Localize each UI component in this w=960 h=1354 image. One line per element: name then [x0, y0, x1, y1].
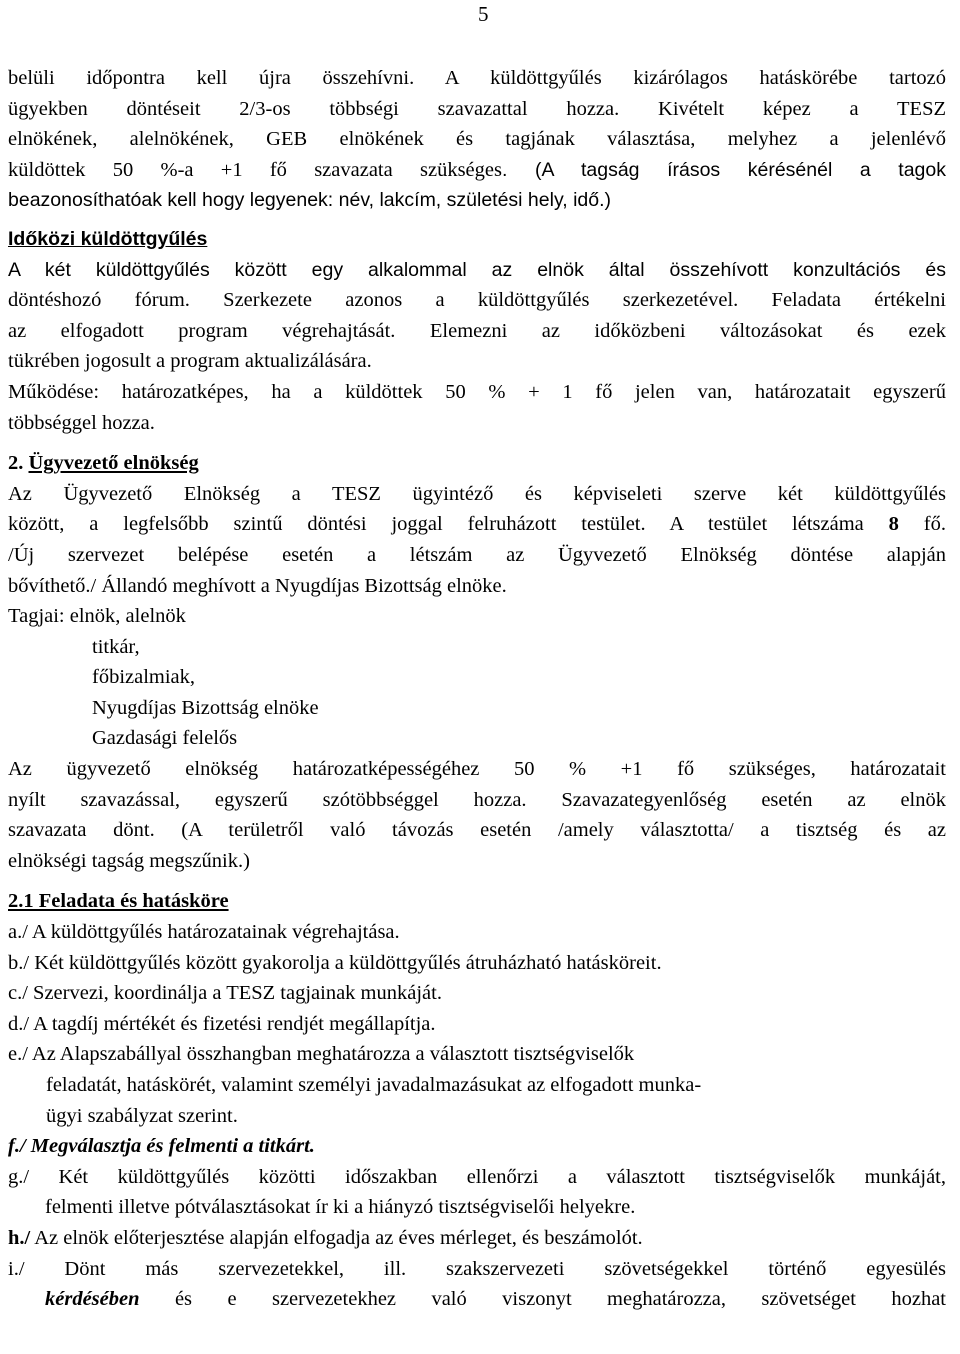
section-number: 2. — [8, 452, 29, 475]
text-line: tükrében jogosult a program aktualizálására. — [8, 350, 372, 373]
text-span: fő. — [898, 513, 946, 536]
list-item-continuation: feladatát, hatáskörét, valamint személyi javadalmazásukat az elfogadott munka- — [46, 1074, 702, 1096]
text-line: ügyekben döntéseit 2/3-os többségi szavazattal hozza. Kivételt képez a TESZ — [8, 97, 946, 120]
section-heading — [8, 448, 946, 479]
text-line: Működése: határozatképes, ha a küldöttek 50 % + 1 fő jelen van, határozatait egyszerű — [8, 380, 946, 403]
text-line: Az ügyvezető elnökség határozatképességéhez 50 % +1 fő szükséges, határozatait — [8, 758, 946, 781]
list-item: c./ Szervezi, koordinálja a TESZ tagjainak munkáját. — [8, 982, 442, 1005]
members-label: Tagjai: elnök, alelnök — [8, 605, 186, 628]
list-marker: h./ — [8, 1226, 31, 1249]
list-item-continuation: ügyi szabályzat szerint. — [46, 1104, 238, 1127]
text-span: és e szervezetekhez való viszonyt meghatározza, szövetséget hozhat — [139, 1288, 946, 1311]
executive-board-section — [8, 448, 946, 876]
member-count: 8 — [888, 513, 899, 536]
text-line: Az Ügyvezető Elnökség a TESZ ügyintéző és képviseleti szerve két küldöttgyűlés — [8, 482, 946, 505]
text-span: Az elnök előterjesztése alapján elfogadja az éves mérleget, és beszámolót. — [30, 1226, 643, 1249]
list-item: e./ Az Alapszabállyal összhangban meghatározza a választott tisztségviselők — [8, 1043, 635, 1066]
text-line: elnökségi tagság megszűnik.) — [8, 849, 250, 872]
text-span: között, a legfelsőbb szintű döntési joggal felruházott testület. A testület létszáma — [8, 513, 889, 536]
interim-assembly-section — [8, 224, 946, 438]
member-item: Gazdasági felelős — [92, 727, 238, 750]
section-heading: Időközi küldöttgyűlés — [8, 227, 208, 250]
list-item: i./ Dönt más szervezetekkel, ill. szakszervezeti szövetségekkel történő egyesülés — [8, 1257, 946, 1280]
section-heading: 2.1 Feladata és hatásköre — [8, 890, 229, 913]
text-line: bővíthető./ Állandó meghívott a Nyugdíjas Bizottság elnöke. — [8, 574, 507, 597]
text-line: elnökének, alelnökének, GEB elnökének és tagjának választása, melyhez a jelenlévő — [8, 128, 946, 151]
list-item: f./ Megválasztja és felmenti a titkárt. — [8, 1135, 315, 1158]
text-line: az elfogadott program végrehajtását. Elemezni az időközbeni változásokat és ezek — [8, 319, 946, 342]
text-line: A két küldöttgyűlés között egy alkalommal az elnök által összehívott konzultációs és — [8, 258, 946, 281]
list-item: b./ Két küldöttgyűlés között gyakorolja a küldöttgyűlés átruházható hatásköreit. — [8, 951, 662, 974]
text-line: döntéshozó fórum. Szerkezete azonos a küldöttgyűlés szerkezetével. Feladata értékelni — [8, 289, 946, 312]
text-span: küldöttek 50 %-a +1 fő szavazata szükséges — [8, 158, 502, 181]
list-item: d./ A tagdíj mértékét és fizetési rendjét megállapítja. — [8, 1012, 436, 1035]
list-item — [8, 1223, 946, 1254]
text-line — [8, 155, 946, 186]
text-line: beazonosíthatóak kell hogy legyenek: név, lakcím, születési hely, idő.) — [8, 189, 612, 212]
text-line: szavazata dönt. (A területről való távozás esetén /amely választotta/ a tisztség és az — [8, 819, 946, 842]
list-item: g./ Két küldöttgyűlés közötti időszakban ellenőrzi a választott tisztségviselők munkáját, — [8, 1165, 946, 1188]
emphasized-text: kérdésében — [45, 1288, 140, 1311]
text-line: belüli időpontra kell újra összehívni. A küldöttgyűlés kizárólagos hatáskörébe tartozó — [8, 67, 946, 89]
text-line: nyílt szavazással, egyszerű szótöbbséggel hozza. Szavazategyenlőség esetén az elnök — [8, 788, 946, 811]
member-item: Nyugdíjas Bizottság elnöke — [92, 696, 319, 719]
member-item: titkár, — [92, 635, 140, 658]
tasks-section — [8, 886, 946, 1314]
intro-paragraph — [8, 63, 946, 216]
list-item: a./ A küldöttgyűlés határozatainak végrehajtása. — [8, 921, 400, 944]
list-item-continuation — [8, 1284, 946, 1315]
text-line: többséggel hozza. — [8, 411, 155, 434]
document-body — [8, 63, 946, 1315]
member-item: főbizalmiak, — [92, 666, 196, 689]
section-title: Ügyvezető elnökség — [28, 452, 199, 475]
text-line — [8, 509, 946, 540]
list-item-continuation: felmenti illetve pótválasztásokat ír ki a hiányzó tisztségviselői helyekre. — [45, 1196, 636, 1219]
page-number: 5 — [478, 2, 489, 26]
text-span: . (A tagság írásos kérésénél a tagok — [501, 158, 946, 181]
text-line: /Új szervezet belépése esetén a létszám az Ügyvezető Elnökség döntése alapján — [8, 543, 946, 566]
